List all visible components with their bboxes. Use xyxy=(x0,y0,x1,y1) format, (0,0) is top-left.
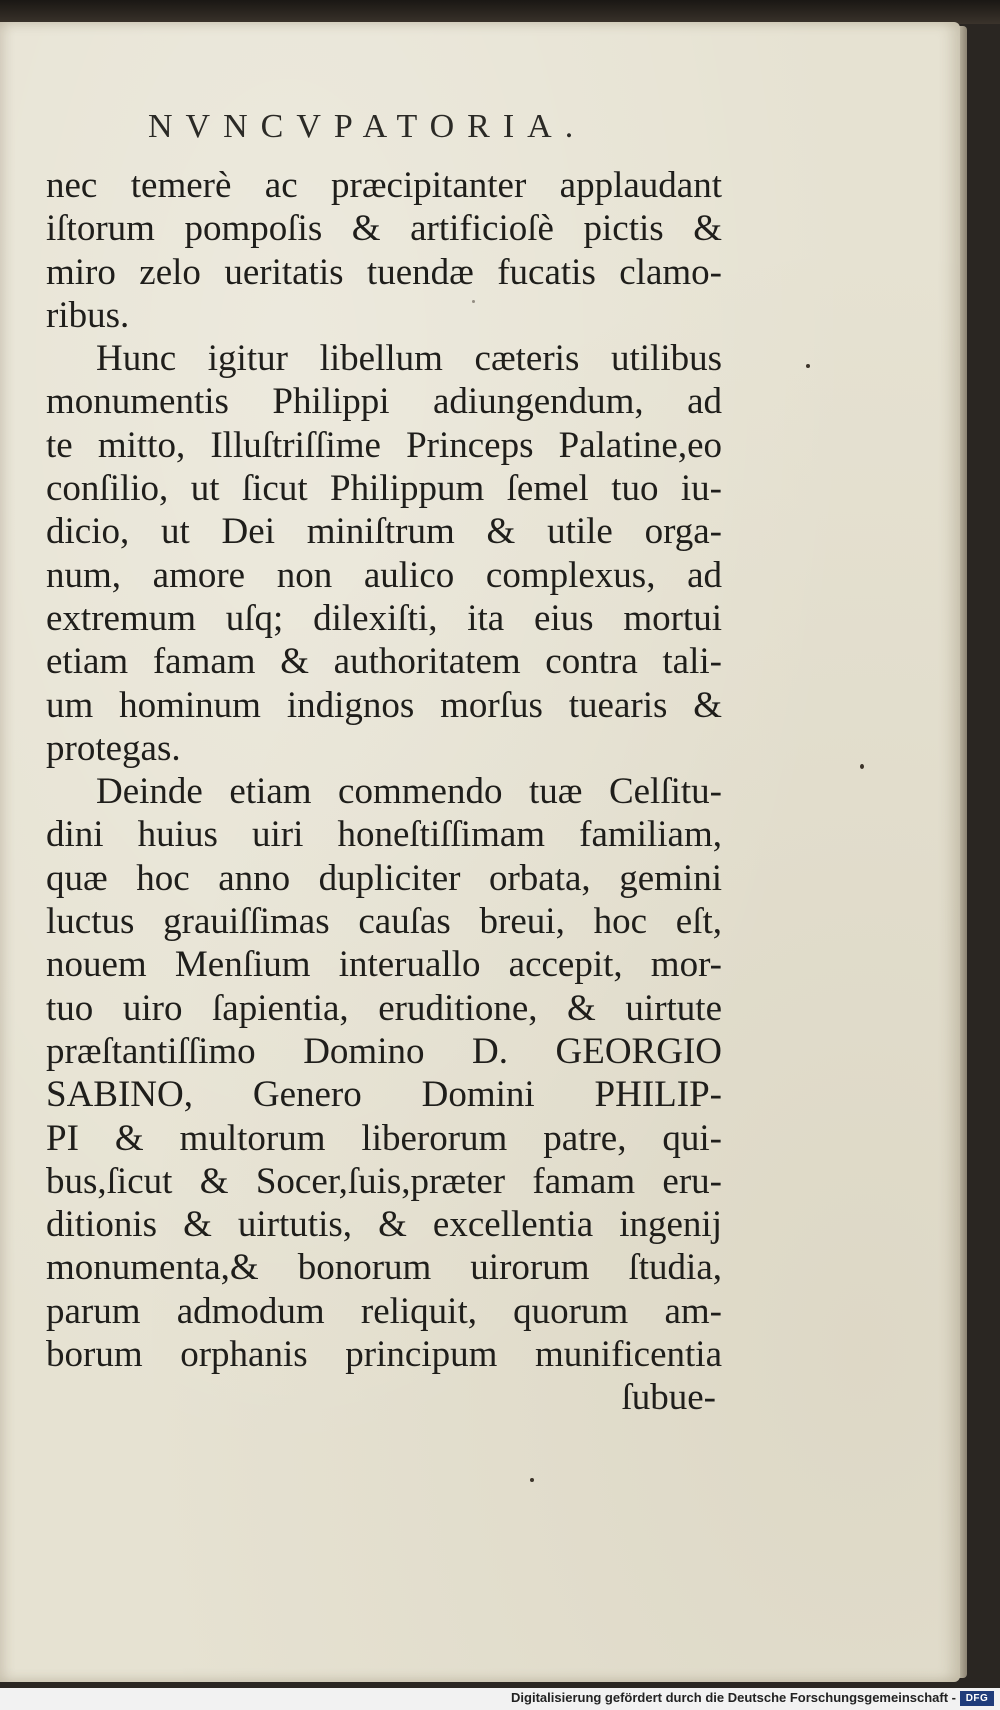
dfg-logo: DFG xyxy=(960,1691,994,1706)
funding-credit: Digitalisierung gefördert durch die Deutsche Forschungsgemeinschaft - xyxy=(511,1690,956,1705)
text-line: SABINO, Genero Domini PHILIP- xyxy=(46,1074,722,1116)
catchword: ſubue- xyxy=(621,1377,716,1419)
text-line: dicio, ut Dei miniſtrum & utile orga- xyxy=(46,511,722,553)
text-line: protegas. xyxy=(46,727,181,769)
text-line: conſilio, ut ſicut Philippum ſemel tuo iu- xyxy=(46,468,722,510)
text-line: um hominum indignos morſus tuearis & xyxy=(46,684,722,726)
paragraph-start-line: Hunc igitur libellum cæteris utilibus xyxy=(96,338,722,380)
text-line: nouem Menſium interuallo accepit, mor- xyxy=(46,944,722,986)
text-line: monumentis Philippi adiungendum, ad xyxy=(46,381,722,423)
text-line: nec temerè ac præcipitanter applaudant xyxy=(46,165,722,206)
text-line: te mitto, Illuſtriſſime Princeps Palatine,eo xyxy=(46,424,722,466)
text-line: tuo uiro ſapientia, eruditione, & uirtute xyxy=(46,987,722,1029)
body-text xyxy=(46,164,722,1420)
text-line: præſtantiſſimo Domino D. GEORGIO xyxy=(46,1030,722,1072)
paragraph-start-line: Deinde etiam commendo tuæ Celſitu- xyxy=(96,771,722,813)
scan-border xyxy=(0,0,1000,24)
text-line: dini huius uiri honeſtiſſimam familiam, xyxy=(46,814,722,856)
running-head: NVNCVPATORIA. xyxy=(148,108,587,145)
text-line: parum admodum reliquit, quorum am- xyxy=(46,1290,722,1332)
paper-speck xyxy=(860,764,864,769)
text-line: borum orphanis principum munificentia xyxy=(46,1334,722,1376)
text-line: monumenta,& bonorum uirorum ſtudia, xyxy=(46,1247,722,1289)
text-line: miro zelo ueritatis tuendæ fucatis clamo- xyxy=(46,251,722,293)
text-line: PI & multorum liberorum patre, qui- xyxy=(46,1117,722,1159)
text-line: luctus grauiſſimas cauſas breui, hoc eſt, xyxy=(46,901,722,943)
text-line: ribus. xyxy=(46,294,130,336)
text-line: extremum uſq; dilexiſti, ita eius mortui xyxy=(46,597,722,639)
text-line: quæ hoc anno dupliciter orbata, gemini xyxy=(46,857,722,899)
text-line: num, amore non aulico complexus, ad xyxy=(46,554,722,596)
paper-speck xyxy=(806,364,810,368)
text-line: etiam famam & authoritatem contra tali- xyxy=(46,641,722,683)
text-line: bus,ſicut & Socer,ſuis,præter famam eru- xyxy=(46,1160,722,1202)
paper-speck xyxy=(472,300,475,303)
text-line: ditionis & uirtutis, & excellentia ingenij xyxy=(46,1204,722,1246)
text-line: iſtorum pompoſis & artificioſè pictis & xyxy=(46,208,722,250)
paper-speck xyxy=(530,1478,534,1482)
